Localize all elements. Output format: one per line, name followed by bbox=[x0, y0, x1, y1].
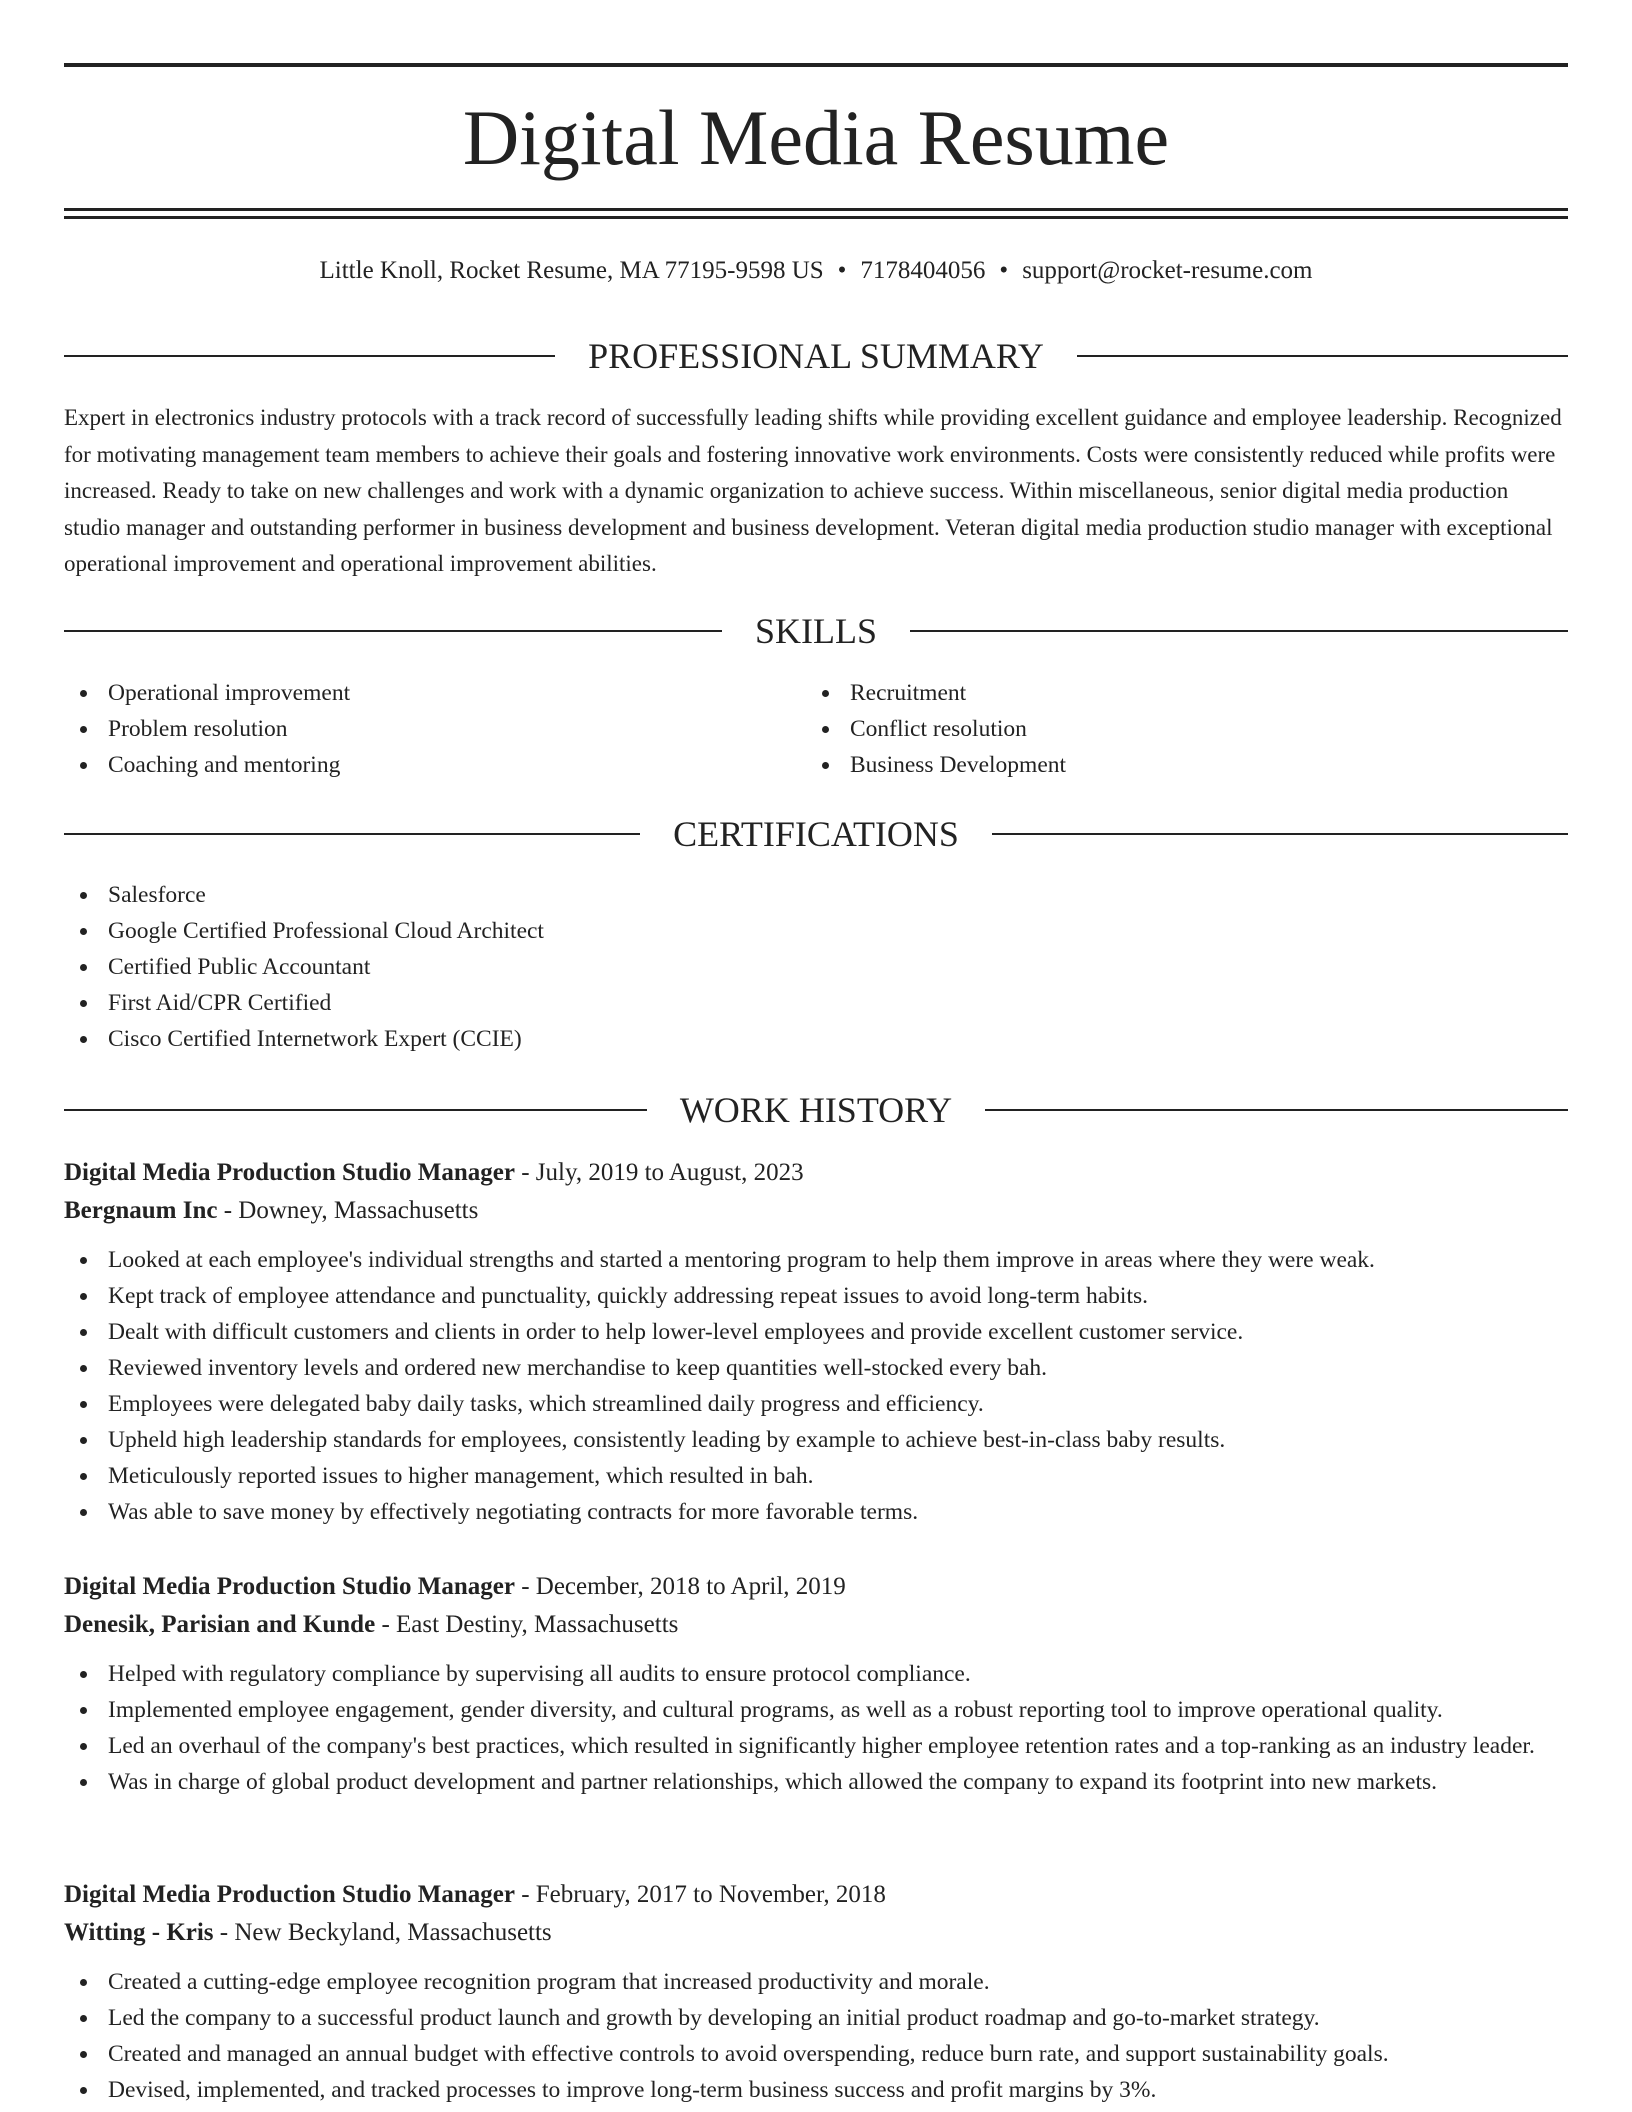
skill-item: Recruitment bbox=[806, 675, 1546, 711]
heading-rule bbox=[992, 833, 1568, 835]
section-title: PROFESSIONAL SUMMARY bbox=[588, 336, 1044, 376]
heading-rule bbox=[1077, 355, 1568, 357]
section-heading-skills bbox=[64, 609, 1568, 653]
job-company-line bbox=[64, 1914, 1568, 1952]
heading-rule bbox=[64, 833, 640, 835]
job-duty: Was in charge of global product development and partner relationships, which allowed the company to expand its footprint into new markets. bbox=[64, 1764, 1568, 1800]
job-dates: - February, 2017 to November, 2018 bbox=[521, 1881, 886, 1908]
job-duties bbox=[64, 1656, 1568, 1800]
job-duty: Created and managed an annual budget with effective controls to avoid overspending, reduce burn rate, and support sustainability goals. bbox=[64, 2036, 1568, 2072]
job-company-line bbox=[64, 1606, 1568, 1644]
job-duty: Upheld high leadership standards for employees, consistently leading by example to achieve best-in-class baby results. bbox=[64, 1422, 1568, 1458]
job-duty: Led an overhaul of the company's best practices, which resulted in significantly higher employee retention rates and a top-ranking as an industry leader. bbox=[64, 1728, 1568, 1764]
resume-title: Digital Media Resume bbox=[462, 94, 1170, 181]
top-rule bbox=[64, 63, 1568, 67]
contact-separator: • bbox=[837, 257, 847, 284]
job-duties bbox=[64, 1242, 1568, 1530]
certifications-list bbox=[64, 877, 1568, 1057]
job-duty: Was able to save money by effectively negotiating contracts for more favorable terms. bbox=[64, 1494, 1568, 1530]
certification-item: Cisco Certified Internetwork Expert (CCIE) bbox=[64, 1021, 1568, 1057]
contact-separator: • bbox=[999, 257, 1009, 284]
summary-paragraph: Expert in electronics industry protocols with a track record of successfully leading shifts while providing excellent guidance and employee leadership. Recognized for motivating management team members to achieve their goals and fostering innovative work environments. Costs were consistently reduced while profits were increased. Ready to take on new challenges and work with a dynamic organization to achieve success. Within miscellaneous, senior digital media production studio manager and outstanding performer in business development and business development. Veteran digital media production studio manager with exceptional operational improvement and operational improvement abilities. bbox=[64, 405, 1562, 576]
job-duty: Created a cutting-edge employee recognition program that increased productivity and morale. bbox=[64, 1964, 1568, 2000]
title-rule-upper bbox=[64, 208, 1568, 211]
skill-item: Business Development bbox=[806, 747, 1546, 783]
job-duty: Implemented employee engagement, gender diversity, and cultural programs, as well as a robust reporting tool to improve operational quality. bbox=[64, 1692, 1568, 1728]
job-entry bbox=[64, 1876, 1568, 2108]
certification-item: Salesforce bbox=[64, 877, 1568, 913]
job-dates: - July, 2019 to August, 2023 bbox=[521, 1159, 804, 1186]
heading-rule bbox=[985, 1109, 1568, 1111]
job-location: - New Beckyland, Massachusetts bbox=[219, 1919, 552, 1946]
job-title: Digital Media Production Studio Manager bbox=[64, 1573, 515, 1600]
heading-rule bbox=[64, 355, 555, 357]
heading-rule bbox=[64, 1109, 647, 1111]
job-duty: Employees were delegated baby daily tasks, which streamlined daily progress and efficiency. bbox=[64, 1386, 1568, 1422]
contact-address: Little Knoll, Rocket Resume, MA 77195-9598 US bbox=[319, 257, 824, 284]
job-duty: Looked at each employee's individual strengths and started a mentoring program to help them improve in areas where they were weak. bbox=[64, 1242, 1568, 1278]
job-location: - Downey, Massachusetts bbox=[223, 1197, 479, 1224]
job-company: Bergnaum Inc bbox=[64, 1197, 218, 1224]
job-location: - East Destiny, Massachusetts bbox=[381, 1611, 679, 1638]
skills-list-right bbox=[806, 675, 1546, 783]
section-heading-work-history bbox=[64, 1088, 1568, 1132]
job-entry bbox=[64, 1568, 1568, 1800]
heading-rule bbox=[910, 630, 1568, 632]
job-entry bbox=[64, 1154, 1568, 1530]
job-duty: Reviewed inventory levels and ordered new merchandise to keep quantities well-stocked every bah. bbox=[64, 1350, 1568, 1386]
certification-item: Certified Public Accountant bbox=[64, 949, 1568, 985]
job-duties bbox=[64, 1964, 1568, 2108]
job-title: Digital Media Production Studio Manager bbox=[64, 1881, 515, 1908]
job-duty: Devised, implemented, and tracked processes to improve long-term business success and profit margins by 3%. bbox=[64, 2072, 1568, 2108]
contact-phone: 7178404056 bbox=[860, 257, 986, 284]
section-title: SKILLS bbox=[755, 611, 878, 651]
job-dates: - December, 2018 to April, 2019 bbox=[521, 1573, 846, 1600]
contact-email: support@rocket-resume.com bbox=[1022, 257, 1313, 284]
certification-item: Google Certified Professional Cloud Architect bbox=[64, 913, 1568, 949]
skill-item: Coaching and mentoring bbox=[64, 747, 804, 783]
job-duty: Meticulously reported issues to higher management, which resulted in bah. bbox=[64, 1458, 1568, 1494]
heading-rule bbox=[64, 630, 722, 632]
job-duty: Helped with regulatory compliance by supervising all audits to ensure protocol compliance. bbox=[64, 1656, 1568, 1692]
skill-item: Problem resolution bbox=[64, 711, 804, 747]
skill-item: Operational improvement bbox=[64, 675, 804, 711]
contact-line bbox=[64, 254, 1568, 288]
section-title: WORK HISTORY bbox=[679, 1090, 953, 1130]
job-duty: Kept track of employee attendance and punctuality, quickly addressing repeat issues to avoid long-term habits. bbox=[64, 1278, 1568, 1314]
section-title: CERTIFICATIONS bbox=[673, 814, 959, 854]
job-company: Witting - Kris bbox=[64, 1919, 214, 1946]
job-company: Denesik, Parisian and Kunde bbox=[64, 1611, 376, 1638]
section-heading-certifications bbox=[64, 812, 1568, 856]
job-title: Digital Media Production Studio Manager bbox=[64, 1159, 515, 1186]
job-company-line bbox=[64, 1192, 1568, 1230]
title-rule-lower bbox=[64, 216, 1568, 219]
skills-list-left bbox=[64, 675, 804, 783]
job-title-line bbox=[64, 1568, 1568, 1606]
job-duty: Led the company to a successful product launch and growth by developing an initial product roadmap and go-to-market strategy. bbox=[64, 2000, 1568, 2036]
job-title-line bbox=[64, 1876, 1568, 1914]
section-heading-summary bbox=[64, 334, 1568, 378]
certification-item: First Aid/CPR Certified bbox=[64, 985, 1568, 1021]
skill-item: Conflict resolution bbox=[806, 711, 1546, 747]
job-title-line bbox=[64, 1154, 1568, 1192]
job-duty: Dealt with difficult customers and clients in order to help lower-level employees and provide excellent customer service. bbox=[64, 1314, 1568, 1350]
